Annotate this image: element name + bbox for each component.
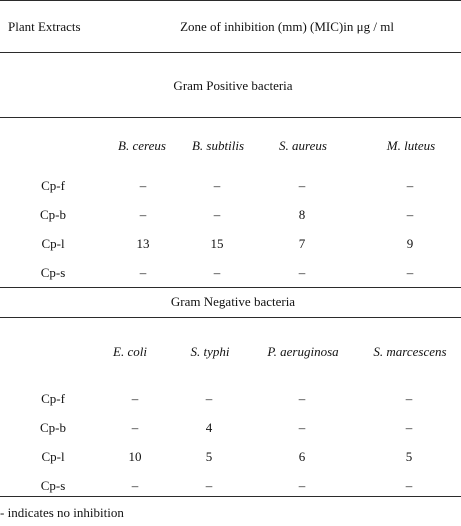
table-cell: – [298,478,306,493]
table-cell: – [213,207,221,222]
table-cell: – [205,391,213,406]
table-cell: 5 [405,449,413,464]
table-cell: – [405,391,413,406]
bacteria-header: S. typhi [190,344,230,359]
table-cell: 7 [298,236,306,251]
table-cell: 8 [298,207,306,222]
header-plant-extracts: Plant Extracts [8,19,81,34]
extract-label: Cp-s [40,265,66,280]
extract-label: Cp-f [41,391,65,406]
table-cell: – [298,391,306,406]
table-cell: – [213,265,221,280]
table-cell: 6 [298,449,306,464]
table-cell: – [213,178,221,193]
bacteria-header: P. aeruginosa [267,344,339,359]
section-1-title-rule [0,117,461,118]
table-cell: – [139,178,147,193]
table-cell: 4 [205,420,213,435]
extract-label: Cp-s [40,478,66,493]
table-cell: 9 [406,236,414,251]
bacteria-header: B. subtilis [191,138,245,153]
header-rule [0,52,461,53]
table-cell: – [131,478,139,493]
table-cell: – [406,207,414,222]
table-cell: – [298,265,306,280]
bacteria-header: B. cereus [118,138,166,153]
section-title-gram-negative: Gram Negative bacteria [170,294,296,309]
extract-label: Cp-l [41,449,65,464]
extract-label: Cp-l [41,236,65,251]
table-cell: – [139,207,147,222]
top-rule [0,0,461,1]
table-cell: – [131,391,139,406]
table-cell: – [298,420,306,435]
table-cell: – [131,420,139,435]
table-cell: – [405,478,413,493]
table-cell: – [406,265,414,280]
extract-label: Cp-f [41,178,65,193]
table-cell: – [405,420,413,435]
section-title-gram-positive: Gram Positive bacteria [173,78,293,93]
table-cell: – [298,178,306,193]
table-cell: – [139,265,147,280]
bacteria-header: S. aureus [279,138,327,153]
section-divider-rule [0,287,461,288]
bacteria-header: S. marcescens [373,344,447,359]
bacteria-header: E. coli [113,344,147,359]
extract-label: Cp-b [40,207,66,222]
table-cell: – [205,478,213,493]
table-cell: 13 [136,236,150,251]
bottom-rule [0,496,461,497]
section-2-title-rule [0,317,461,318]
footnote: - indicates no inhibition [0,505,124,520]
table-cell: 15 [210,236,224,251]
table-cell: 5 [205,449,213,464]
table-cell: – [406,178,414,193]
header-zone-of-inhibition: Zone of inhibition (mm) (MIC)in μg / ml [180,19,394,34]
extract-label: Cp-b [40,420,66,435]
bacteria-header: M. luteus [386,138,436,153]
table-cell: 10 [128,449,142,464]
